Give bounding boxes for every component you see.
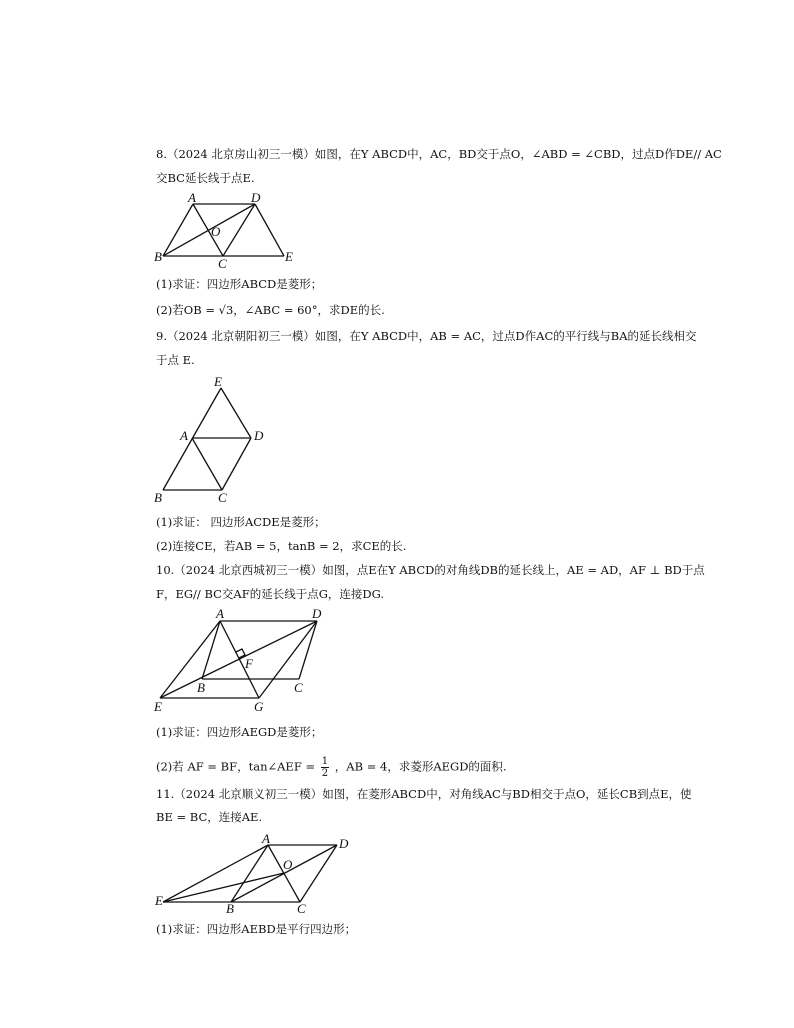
problem-8-figure <box>150 190 310 270</box>
p11-label-d: D <box>339 836 349 851</box>
p10-label-c: C <box>294 680 303 695</box>
problem-9-part1: (1)求证： 四边形ACDE是菱形； <box>156 515 326 529</box>
p10-label-a: A <box>216 606 224 621</box>
problem-11-figure <box>150 830 350 916</box>
p10-label-f: F <box>245 656 253 671</box>
p9-label-b: B <box>154 490 162 505</box>
p11-label-o: O <box>283 857 293 872</box>
p11-segment-dc <box>300 845 337 902</box>
problem-9-figure <box>150 374 270 508</box>
p8-label-e: E <box>285 249 293 264</box>
p10-segment-ag <box>220 621 259 698</box>
p8-segment-de <box>255 204 284 256</box>
p11-segment-ab <box>231 845 268 902</box>
problem-8-part1: (1)求证：四边形ABCD是菱形； <box>156 277 323 291</box>
problem-11-part1: (1)求证：四边形AEBD是平行四边形； <box>156 922 357 936</box>
problem-9-statement-line2: 于点 E. <box>156 353 195 367</box>
p10-segment-gd <box>259 621 317 698</box>
p9-label-d: D <box>254 428 264 443</box>
p11-segment-eo <box>163 873 284 902</box>
fraction-denominator: 2 <box>321 768 329 779</box>
problem-10-part2-text-b: ，AB = 4，求菱形AEGD的面积. <box>334 759 507 774</box>
p9-label-c: C <box>218 490 227 505</box>
problem-9-statement-line1: 9.（2024 北京朝阳初三一模）如图，在Y ABCD中，AB = AC，过点D作AC的平行线与BA的延长线相交 <box>156 329 697 343</box>
problem-10-statement-line1: 10.（2024 北京西城初三一模）如图，点E在Y ABCD的对角线DB的延长线上，AE = AD，AF ⊥ BD于点 <box>156 563 705 577</box>
p10-label-g: G <box>254 699 264 714</box>
p9-label-a: A <box>180 428 188 443</box>
p9-label-e: E <box>214 374 222 389</box>
p8-label-d: D <box>251 190 261 205</box>
p9-segment-cd <box>222 438 251 490</box>
p9-segment-ac <box>192 438 222 490</box>
p10-label-d: D <box>312 606 322 621</box>
problem-8-statement-line2: 交BC延长线于点E. <box>156 171 255 185</box>
problem-10-part2-text-a: (2)若 AF = BF，tan∠AEF = <box>156 759 316 774</box>
p11-label-e: E <box>155 893 163 908</box>
p10-label-b: B <box>197 680 205 695</box>
p10-segment-ae <box>160 621 220 698</box>
p8-label-a: A <box>188 190 196 205</box>
p9-segment-ed <box>221 388 251 438</box>
problem-10-figure <box>150 604 340 716</box>
p8-segment-bd <box>163 204 255 256</box>
p10-label-e: E <box>154 699 162 714</box>
problem-10-part1: (1)求证：四边形AEGD是菱形； <box>156 725 323 739</box>
fraction-numerator: 1 <box>321 756 329 767</box>
p10-segment-dc <box>299 621 317 679</box>
problem-10-statement-line2: F，EG// BC交AF的延长线于点G，连接DG. <box>156 587 385 601</box>
problem-8-part2: (2)若OB = √3，∠ABC = 60°，求DE的长. <box>156 303 385 317</box>
p11-label-c: C <box>297 901 306 916</box>
problem-11-statement-line1: 11.（2024 北京顺义初三一模）如图，在菱形ABCD中，对角线AC与BD相交于点O，延长CB到点E，使 <box>156 787 692 801</box>
p8-label-b: B <box>154 249 162 264</box>
fraction-one-half <box>321 756 329 779</box>
p11-label-b: B <box>226 901 234 916</box>
problem-10-part2 <box>156 756 507 779</box>
p11-label-a: A <box>262 831 270 846</box>
problem-8-statement-line1: 8.（2024 北京房山初三一模）如图，在Y ABCD中，AC，BD交于点O，∠ABD = ∠CBD，过点D作DE// AC <box>156 147 722 161</box>
problem-11-statement-line2: BE = BC，连接AE. <box>156 810 263 824</box>
p8-label-c: C <box>218 256 227 271</box>
p8-segment-dc <box>223 204 255 256</box>
problem-9-part2: (2)连接CE，若AB = 5，tanB = 2，求CE的长. <box>156 539 407 553</box>
p11-segment-ea <box>163 845 268 902</box>
p8-label-o: O <box>211 224 221 239</box>
